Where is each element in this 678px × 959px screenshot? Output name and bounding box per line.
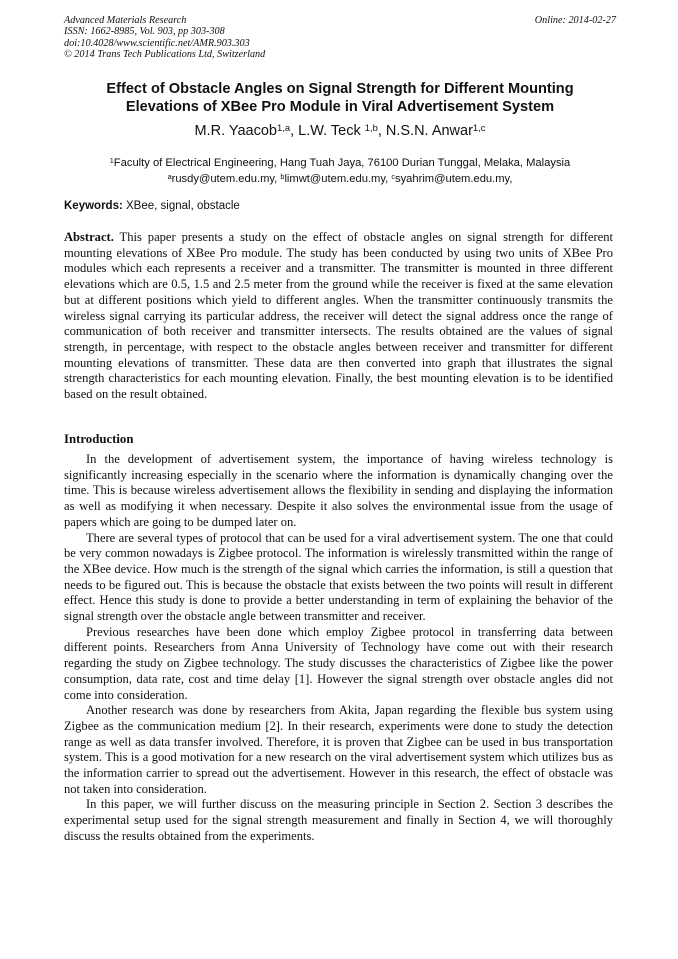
journal-doi: doi:10.4028/www.scientific.net/AMR.903.303: [64, 37, 250, 49]
body-paragraph: In this paper, we will further discuss on the measuring principle in Section 2. Section 3 describes the experimental setup used for the signal strength measurement and finally in Section 4, we will thoroughly discuss the results obtained from the experiments.: [64, 797, 613, 843]
keywords-text: XBee, signal, obstacle: [126, 200, 240, 212]
title-line-1: Effect of Obstacle Angles on Signal Strength for Different Mounting: [106, 81, 574, 97]
affiliation-block: [64, 155, 616, 187]
journal-name: Advanced Materials Research: [64, 15, 187, 26]
author-affiliation-mark: 1,a: [276, 121, 291, 133]
abstract-label: Abstract.: [64, 230, 114, 244]
abstract-text: This paper presents a study on the effect of obstacle angles on signal strength for different mounting elevations of XBee Pro module. The study has been conducted by using two units of XBee Pro modules which each represents a receiver and a transmitter. The transmitter is mounted in three different elevations which are 0.5, 1.5 and 2.5 meter from the ground while the receiver is fixed at the same elevation but at different positions which yield to different angles. When the transmitter continuously transmits the wireless signal carrying its particular address, the receiver will detect the signal address once the range of communication of both receiver and transmitter intersects. The results obtained are the values of signal strength, in percentage, with respect to the obstacle angles between receiver and transmitter for different mounting elevations of transmitter. These data are then converted into graph that illustrates the signal strength characteristics for each mounting elevation. Finally, the best mounting elevation is to be identified based on the result obtained.: [64, 230, 613, 402]
email-address: syahrim@utem.edu.my,: [394, 173, 513, 185]
affiliation-mark: 1: [109, 155, 114, 165]
journal-issn: ISSN: 1662-8985, Vol. 903, pp 303-308: [64, 26, 225, 38]
keywords-line: [64, 199, 616, 213]
email-mark: b: [280, 171, 285, 181]
email-line: [64, 171, 616, 187]
email-mark: c: [391, 171, 395, 181]
body-paragraph: In the development of advertisement system, the importance of having wireless technology is significantly increasing especially in the scenario where the information is dynamically changing over the time. This is because wireless advertisement allows the flexibility in sending and displaying the information as well as modifying it when necessary. Despite it also solves the environmental issue from the usage of papers which are going to be dumped later on.: [64, 452, 613, 529]
author-affiliation-mark: 1,b: [364, 121, 378, 133]
title-line-2: Elevations of XBee Pro Module in Viral Advertisement System: [125, 98, 555, 115]
keywords-label: Keywords:: [64, 200, 123, 212]
email-address: rusdy@utem.edu.my,: [171, 173, 278, 185]
body-paragraph: There are several types of protocol that can be used for a viral advertisement system. The one that could be very common nowadays is Zigbee protocol. The information is wirelessly transmitted within the range of the XBee device. How much is the strength of the signal which carries the information, is still a question that needs to be figured out. This is because the obstacle that exists between the two points will result in different effect. Hence this study is done to provide a better understanding in term of explaining the behavior of the signal strength over the obstacle angle between transmitter and receiver.: [64, 530, 613, 624]
body-paragraph: Another research was done by researchers from Akita, Japan regarding the flexible bus system using Zigbee as the communication medium [2]. In their research, experiments were done to study the detection range as well as data transfer involved. Therefore, it is proven that Zigbee can be used in bus transportation system. This is a good motivation for a new research on the viral advertisement system which utilizes bus as the information carrier to spread out the advertisement. However in this research, the effect of obstacle was not taken into consideration.: [64, 703, 613, 796]
introduction-section: [64, 452, 613, 845]
affiliation-line: [64, 155, 616, 171]
email-mark: a: [167, 171, 172, 181]
abstract-section: [64, 230, 613, 403]
abstract-paragraph: [64, 230, 613, 403]
journal-header: [64, 15, 616, 61]
author-name: M.R. Yaacob: [194, 123, 277, 139]
online-date: Online: 2014-02-27: [534, 15, 616, 26]
paper-title: [64, 81, 616, 116]
author-name: N.S.N. Anwar: [385, 123, 473, 139]
journal-copyright: © 2014 Trans Tech Publications Ltd, Switzerland: [64, 49, 266, 61]
author-list: M.R. Yaacob$^{1,a}$, L.W. Teck $^{1,b}$, N.S.N. Anwar$^{1,c}$: [194, 121, 486, 139]
introduction-heading: Introduction: [64, 432, 134, 446]
email-address: limwt@utem.edu.my,: [284, 173, 389, 185]
body-paragraph: Previous researches have been done which employ Zigbee protocol in transferring data between different points. Researchers from Anna University of Technology have come out with their research regarding the study on Zigbee technology. The study discusses the characteristics of Zigbee like the power consumption, data rate, cost and time delay [1]. However the signal strength over obstacle angles did not come into consideration.: [64, 624, 613, 702]
author-name: L.W. Teck: [298, 123, 361, 139]
author-affiliation-mark: 1,c: [472, 121, 486, 133]
affiliation-text: Faculty of Electrical Engineering, Hang Tuah Jaya, 76100 Durian Tunggal, Melaka, Malaysia: [113, 157, 571, 169]
